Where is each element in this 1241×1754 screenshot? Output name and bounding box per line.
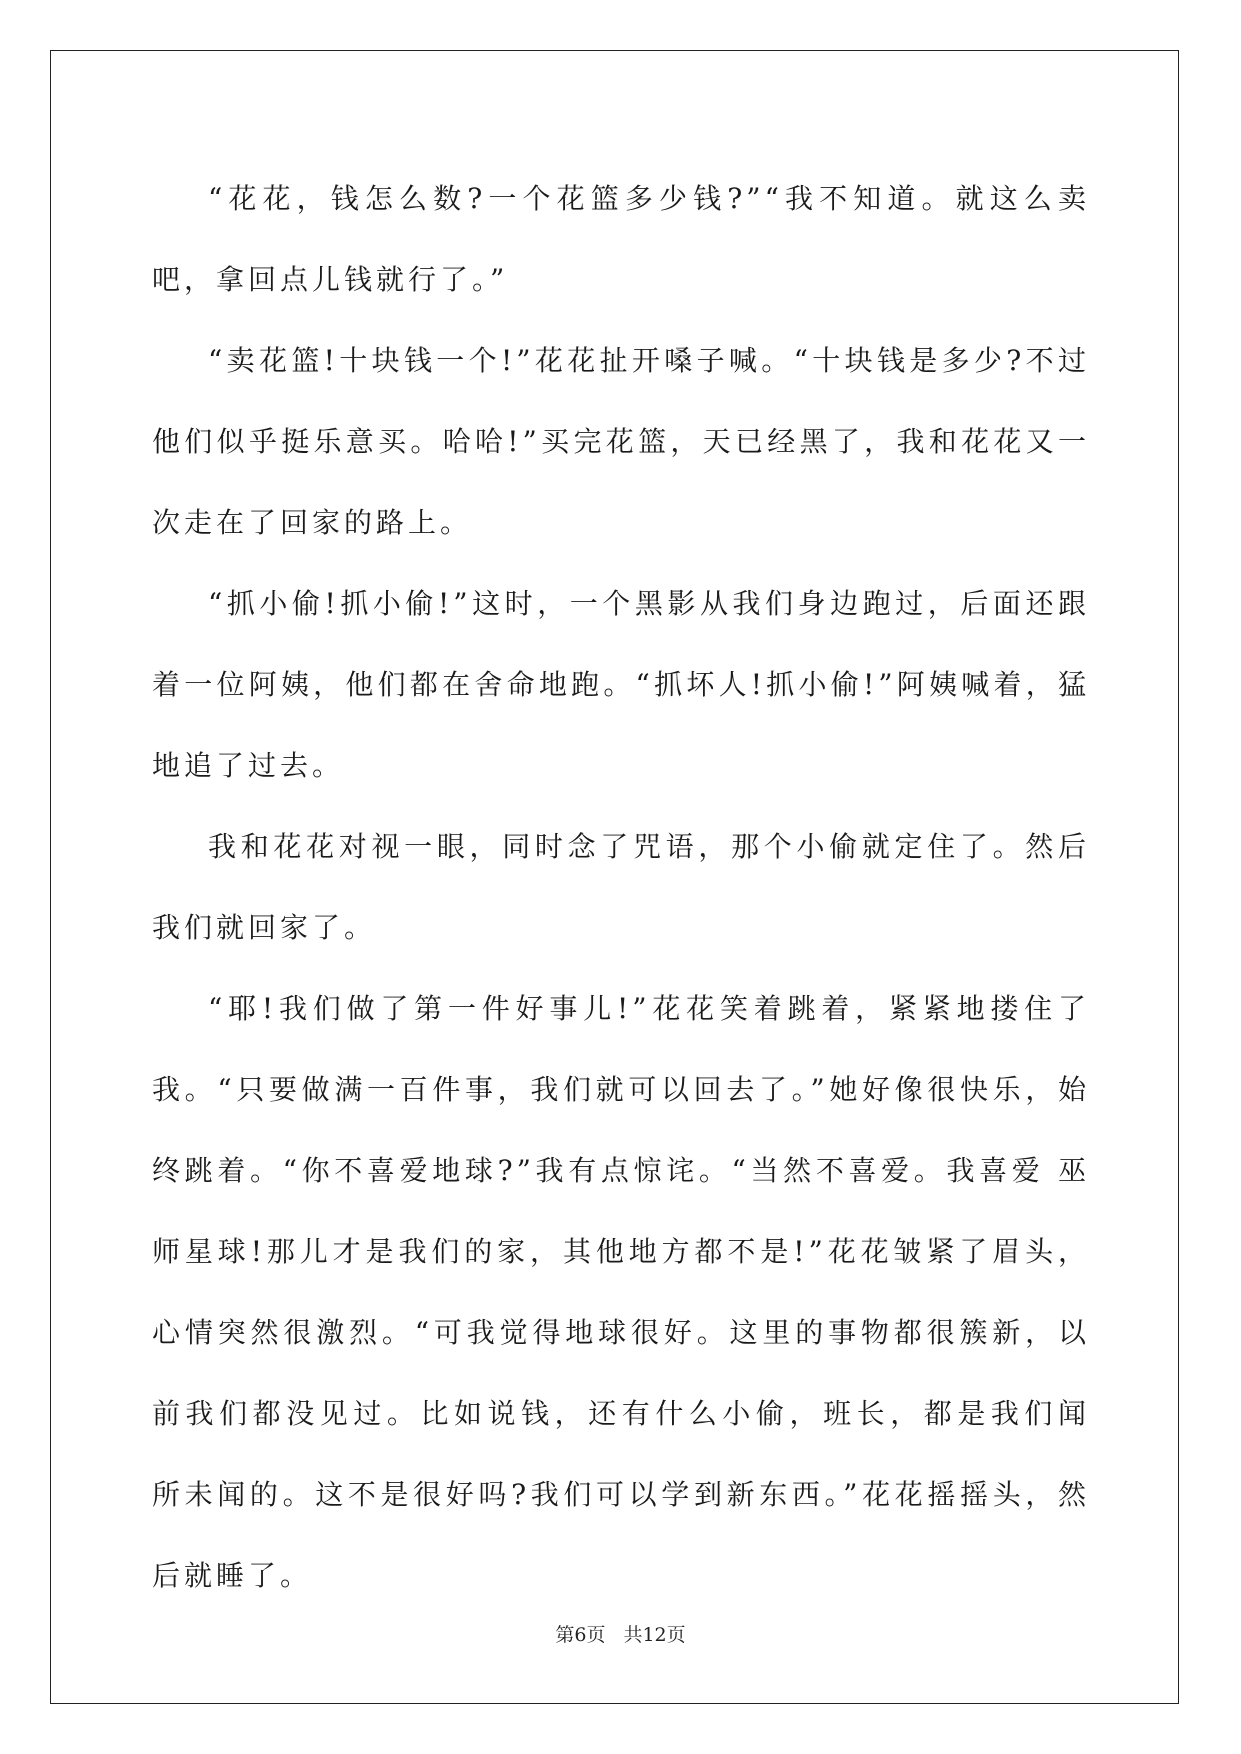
paragraph: “耶!我们做了第一件好事儿!”花花笑着跳着，紧紧地搂住了我。“只要做满一百件事，我们就可以回去了。”她好像很快乐，始终跳着。“你不喜爱地球?”我有点惊诧。“当然不喜爱。我喜爱 巫师星球!那儿才是我们的家，其他地方都不是!”花花皱紧了眉头，心情突然很激烈。“可我觉得地球很好。这里的事物都很簇新，以前我们都没见过。比如说钱，还有什么小偷，班长，都是我们闻 所未闻的。这不是很好吗?我们可以学到新东西。”花花摇摇头，然后就睡了。: [152, 992, 1090, 1592]
paragraph: “花花，钱怎么数?一个花篮多少钱?”“我不知道。就这么卖吧，拿回点儿钱就行了。”: [152, 182, 1090, 296]
paragraph: 我和花花对视一眼，同时念了咒语，那个小偷就定住了。然后我们就回家了。: [152, 830, 1090, 944]
page-total: 共12页: [623, 1624, 686, 1646]
page-footer: [0, 1620, 1241, 1647]
paragraph: “抓小偷!抓小偷!”这时，一个黑影从我们身边跑过，后面还跟着一位阿姨，他们都在舍命地跑。“抓坏人!抓小偷!”阿姨喊着，猛地追了过去。: [152, 587, 1090, 782]
document-body: [152, 158, 1090, 1616]
page-number: 第6页: [555, 1624, 606, 1646]
paragraph: “卖花篮!十块钱一个!”花花扯开嗓子喊。“十块钱是多少?不过他们似乎挺乐意买。哈哈!”买完花篮，天已经黑了，我和花花又一次走在了回家的路上。: [152, 344, 1090, 539]
